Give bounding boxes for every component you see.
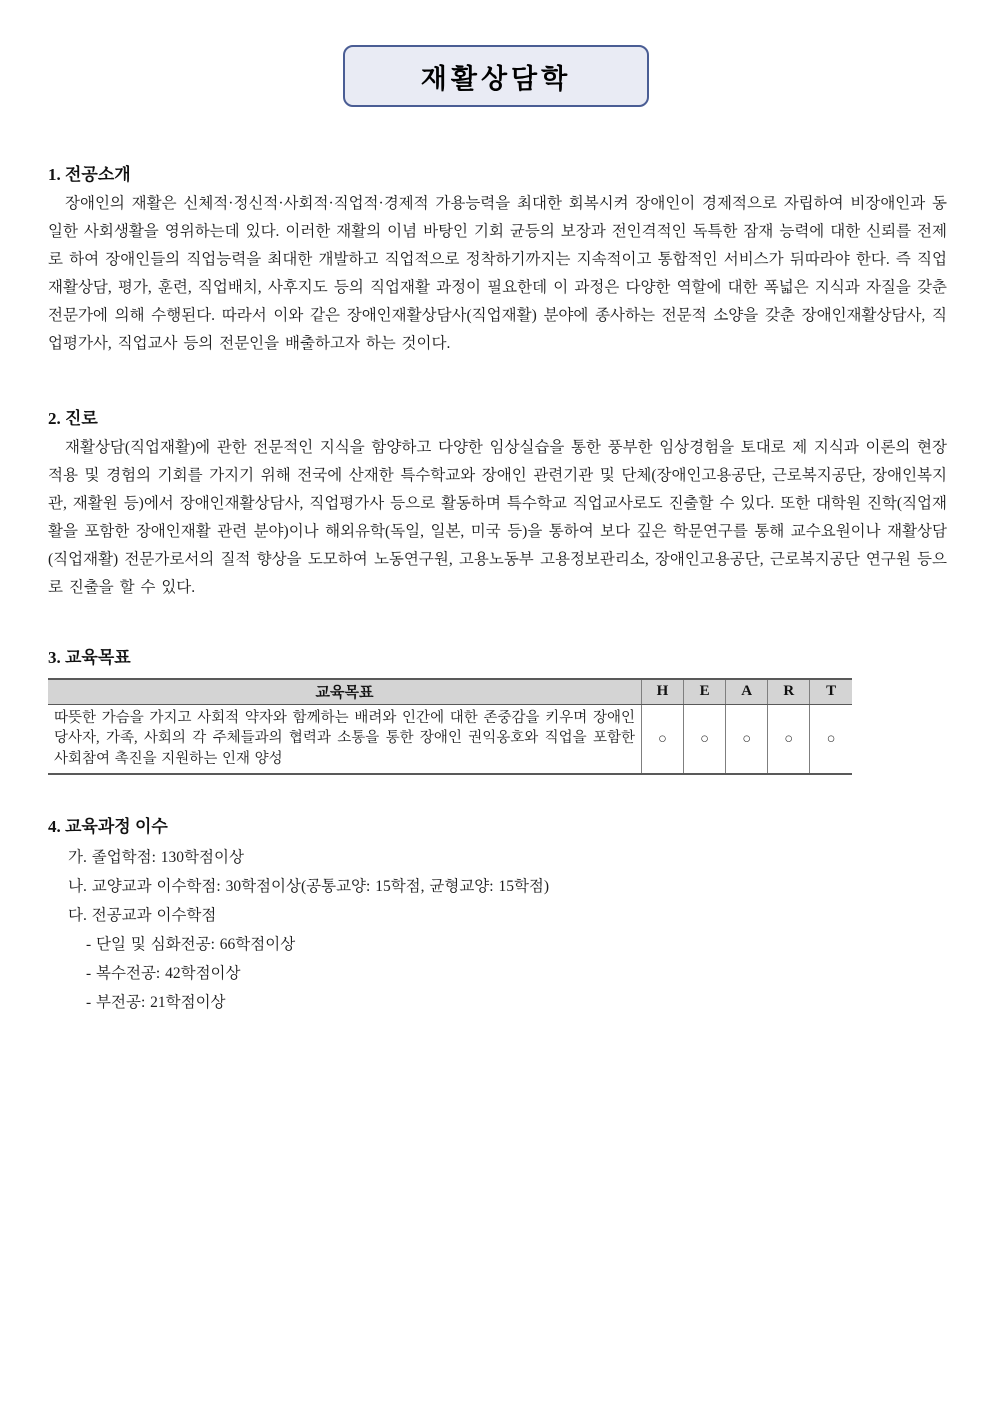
section1-heading: 1. 전공소개 <box>48 165 131 184</box>
heart-column-e: E <box>684 679 726 704</box>
table-row <box>48 704 852 774</box>
section3-heading: 3. 교육목표 <box>48 648 131 667</box>
mark-circle-e: ○ <box>684 704 726 774</box>
section1-paragraph: 장애인의 재활은 신체적·정신적·사회적·직업적·경제적 가용능력을 최대한 회복시켜 장애인이 경제적으로 자립하여 비장애인과 동일한 사회생활을 영위하는데 있다. 이러한 재활의 이념 바탕인 기회 균등의 보장과 전인격적인 독특한 잠재 능력에 대한 신뢰를 전제로 하여 장애인들의 직업능력을 최대한 개발하고 직업적으로 정착하기까지는 지속적이고 통합적인 서비스가 뒤따라야 한다. 즉 직업재활상담, 평가, 훈련, 직업배치, 사후지도 등의 직업재활 과정이 필요한데 이 과정은 다양한 역할에 대한 폭넓은 지식과 자질을 갖춘 전문가에 의해 수행된다. 따라서 이와 같은 장애인재활상담사(직업재활) 분야에 종사하는 전문적 소양을 갖춘 장애인재활상담사, 직업평가사, 직업교사 등의 전문인을 배출하고자 하는 것이다. <box>48 195 947 352</box>
heart-column-a: A <box>726 679 768 704</box>
section4-heading: 4. 교육과정 이수 <box>48 817 168 836</box>
heart-column-h: H <box>641 679 683 704</box>
list-item-major-credits: 다. 전공교과 이수학점 <box>68 907 217 924</box>
goal-column-header: 교육목표 <box>48 679 641 704</box>
list-item-minor: - 부전공: 21학점이상 <box>86 994 226 1011</box>
mark-circle-a: ○ <box>726 704 768 774</box>
list-item-graduation-credits: 가. 졸업학점: 130학점이상 <box>68 849 244 866</box>
mark-circle-r: ○ <box>768 704 810 774</box>
table-header-row <box>48 679 852 704</box>
heart-column-t: T <box>810 679 852 704</box>
credit-requirements-list <box>48 843 947 1017</box>
title-box <box>343 45 649 107</box>
document-content <box>48 160 947 1017</box>
list-item-double-major: - 복수전공: 42학점이상 <box>86 965 241 982</box>
education-goals-table <box>48 678 852 775</box>
section2-paragraph: 재활상담(직업재활)에 관한 전문적인 지식을 함양하고 다양한 임상실습을 통한 풍부한 임상경험을 토대로 제 지식과 이론의 현장 적용 및 경험의 기회를 가지기 위해 전국에 산재한 특수학교와 장애인 관련기관 및 단체(장애인고용공단, 근로복지공단, 장애인복지관, 재활원 등)에서 장애인재활상담사, 직업평가사 등으로 활동하며 특수학교 직업교사로도 진출할 수 있다. 또한 대학원 진학(직업재활을 포함한 장애인재활 관련 분야)이나 해외유학(독일, 일본, 미국 등)을 통하여 보다 깊은 학문연구를 통해 교수요원이나 재활상담(직업재활) 전문가로서의 질적 향상을 도모하여 노동연구원, 고용노동부 고용정보관리소, 장애인고용공단, 근로복지공단 연구원 등으로 진출을 할 수 있다. <box>48 439 947 596</box>
page-title: 재활상담학 <box>420 63 572 94</box>
heart-column-r: R <box>768 679 810 704</box>
list-item-single-intensive-major: - 단일 및 심화전공: 66학점이상 <box>86 936 296 953</box>
goal-text-cell: 따뜻한 가슴을 가지고 사회적 약자와 함께하는 배려와 인간에 대한 존중감을 키우며 장애인당사자, 가족, 사회의 각 주체들과의 협력과 소통을 통한 장애인 권익옹호와 직업을 포함한 사회참여 촉진을 지원하는 인재 양성 <box>48 704 641 774</box>
mark-circle-h: ○ <box>641 704 683 774</box>
list-item-liberal-arts-credits: 나. 교양교과 이수학점: 30학점이상(공통교양: 15학점, 균형교양: 15학점) <box>68 878 550 895</box>
mark-circle-t: ○ <box>810 704 852 774</box>
section2-heading: 2. 진로 <box>48 409 98 428</box>
